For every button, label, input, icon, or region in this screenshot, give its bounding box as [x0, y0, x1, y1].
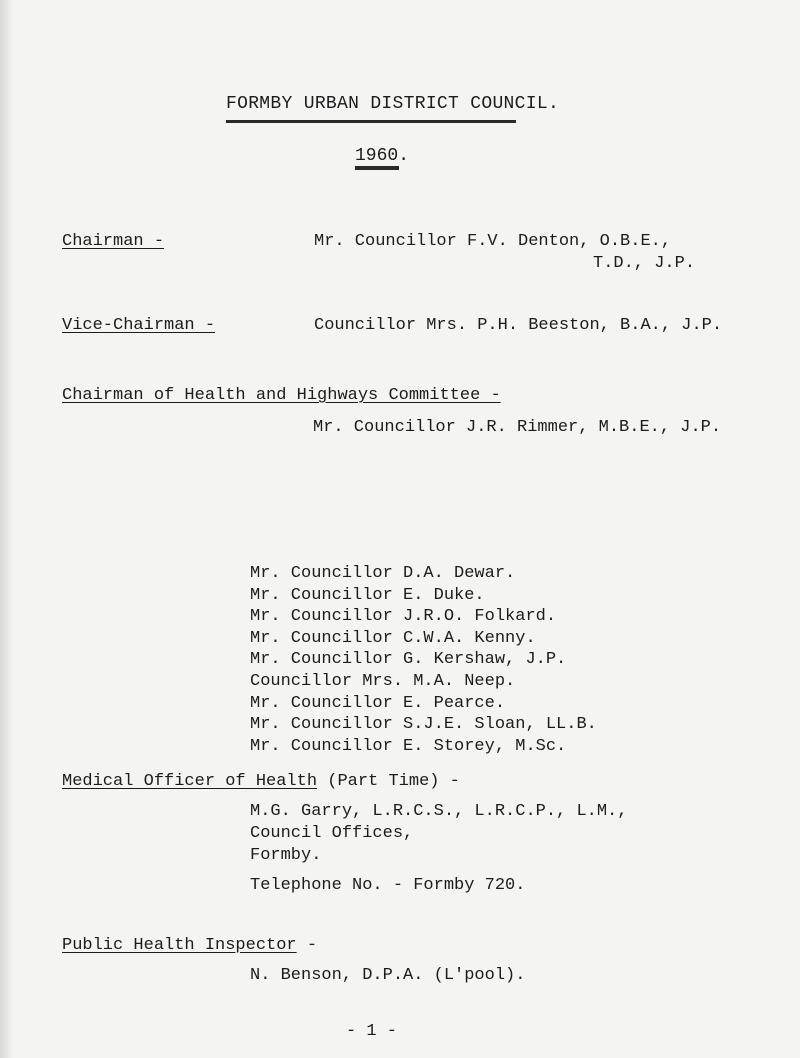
title-underline [226, 120, 516, 123]
vice-chairman-name: Councillor Mrs. P.H. Beeston, B.A., J.P. [314, 316, 723, 335]
health-committee-chairman-name: Mr. Councillor J.R. Rimmer, M.B.E., J.P. [313, 418, 722, 437]
chairman-label: Chairman - [62, 232, 165, 251]
medical-officer-address-1: Council Offices, [250, 824, 414, 843]
vice-chairman-label: Vice-Chairman - [62, 316, 216, 335]
list-item: Mr. Councillor E. Pearce. [250, 693, 506, 713]
list-item: Mr. Councillor D.A. Dewar. [250, 564, 516, 583]
list-item: Mr. Councillor E. Storey, M.Sc. [250, 736, 567, 756]
chairman-name: Mr. Councillor F.V. Denton, O.B.E., [314, 232, 672, 251]
chairman-honours: T.D., J.P. [593, 254, 696, 273]
medical-officer-suffix: (Part Time) - [317, 772, 460, 791]
list-item: Mr. Councillor S.J.E. Sloan, LL.B. [250, 715, 597, 735]
report-year: 1960. [355, 146, 410, 166]
scan-shadow-edge [0, 0, 14, 1058]
council-title: FORMBY URBAN DISTRICT COUNCIL. [226, 94, 560, 114]
list-item: Mr. Councillor J.R.O. Folkard. [250, 607, 557, 627]
medical-officer-address-2: Formby. [250, 846, 322, 865]
list-item: Mr. Councillor C.W.A. Kenny. [250, 628, 536, 648]
inspector-heading [62, 936, 317, 956]
inspector-suffix: - [296, 936, 318, 955]
list-item: Councillor Mrs. M.A. Neep. [250, 671, 516, 691]
council-members-list [250, 563, 597, 757]
inspector-label: Public Health Inspector [62, 936, 297, 955]
health-committee-chairman-label: Chairman of Health and Highways Committee - [62, 386, 501, 405]
medical-officer-name: M.G. Garry, L.R.C.S., L.R.C.P., L.M., [250, 802, 628, 821]
medical-officer-heading [62, 772, 460, 792]
inspector-name: N. Benson, D.P.A. (L'pool). [250, 966, 526, 985]
year-underline [355, 166, 399, 170]
list-item: Mr. Councillor G. Kershaw, J.P. [250, 650, 567, 670]
medical-officer-label: Medical Officer of Health [62, 772, 318, 791]
medical-officer-telephone: Telephone No. - Formby 720. [250, 876, 526, 895]
list-item: Mr. Councillor E. Duke. [250, 585, 485, 605]
page-number: - 1 - [346, 1022, 398, 1041]
